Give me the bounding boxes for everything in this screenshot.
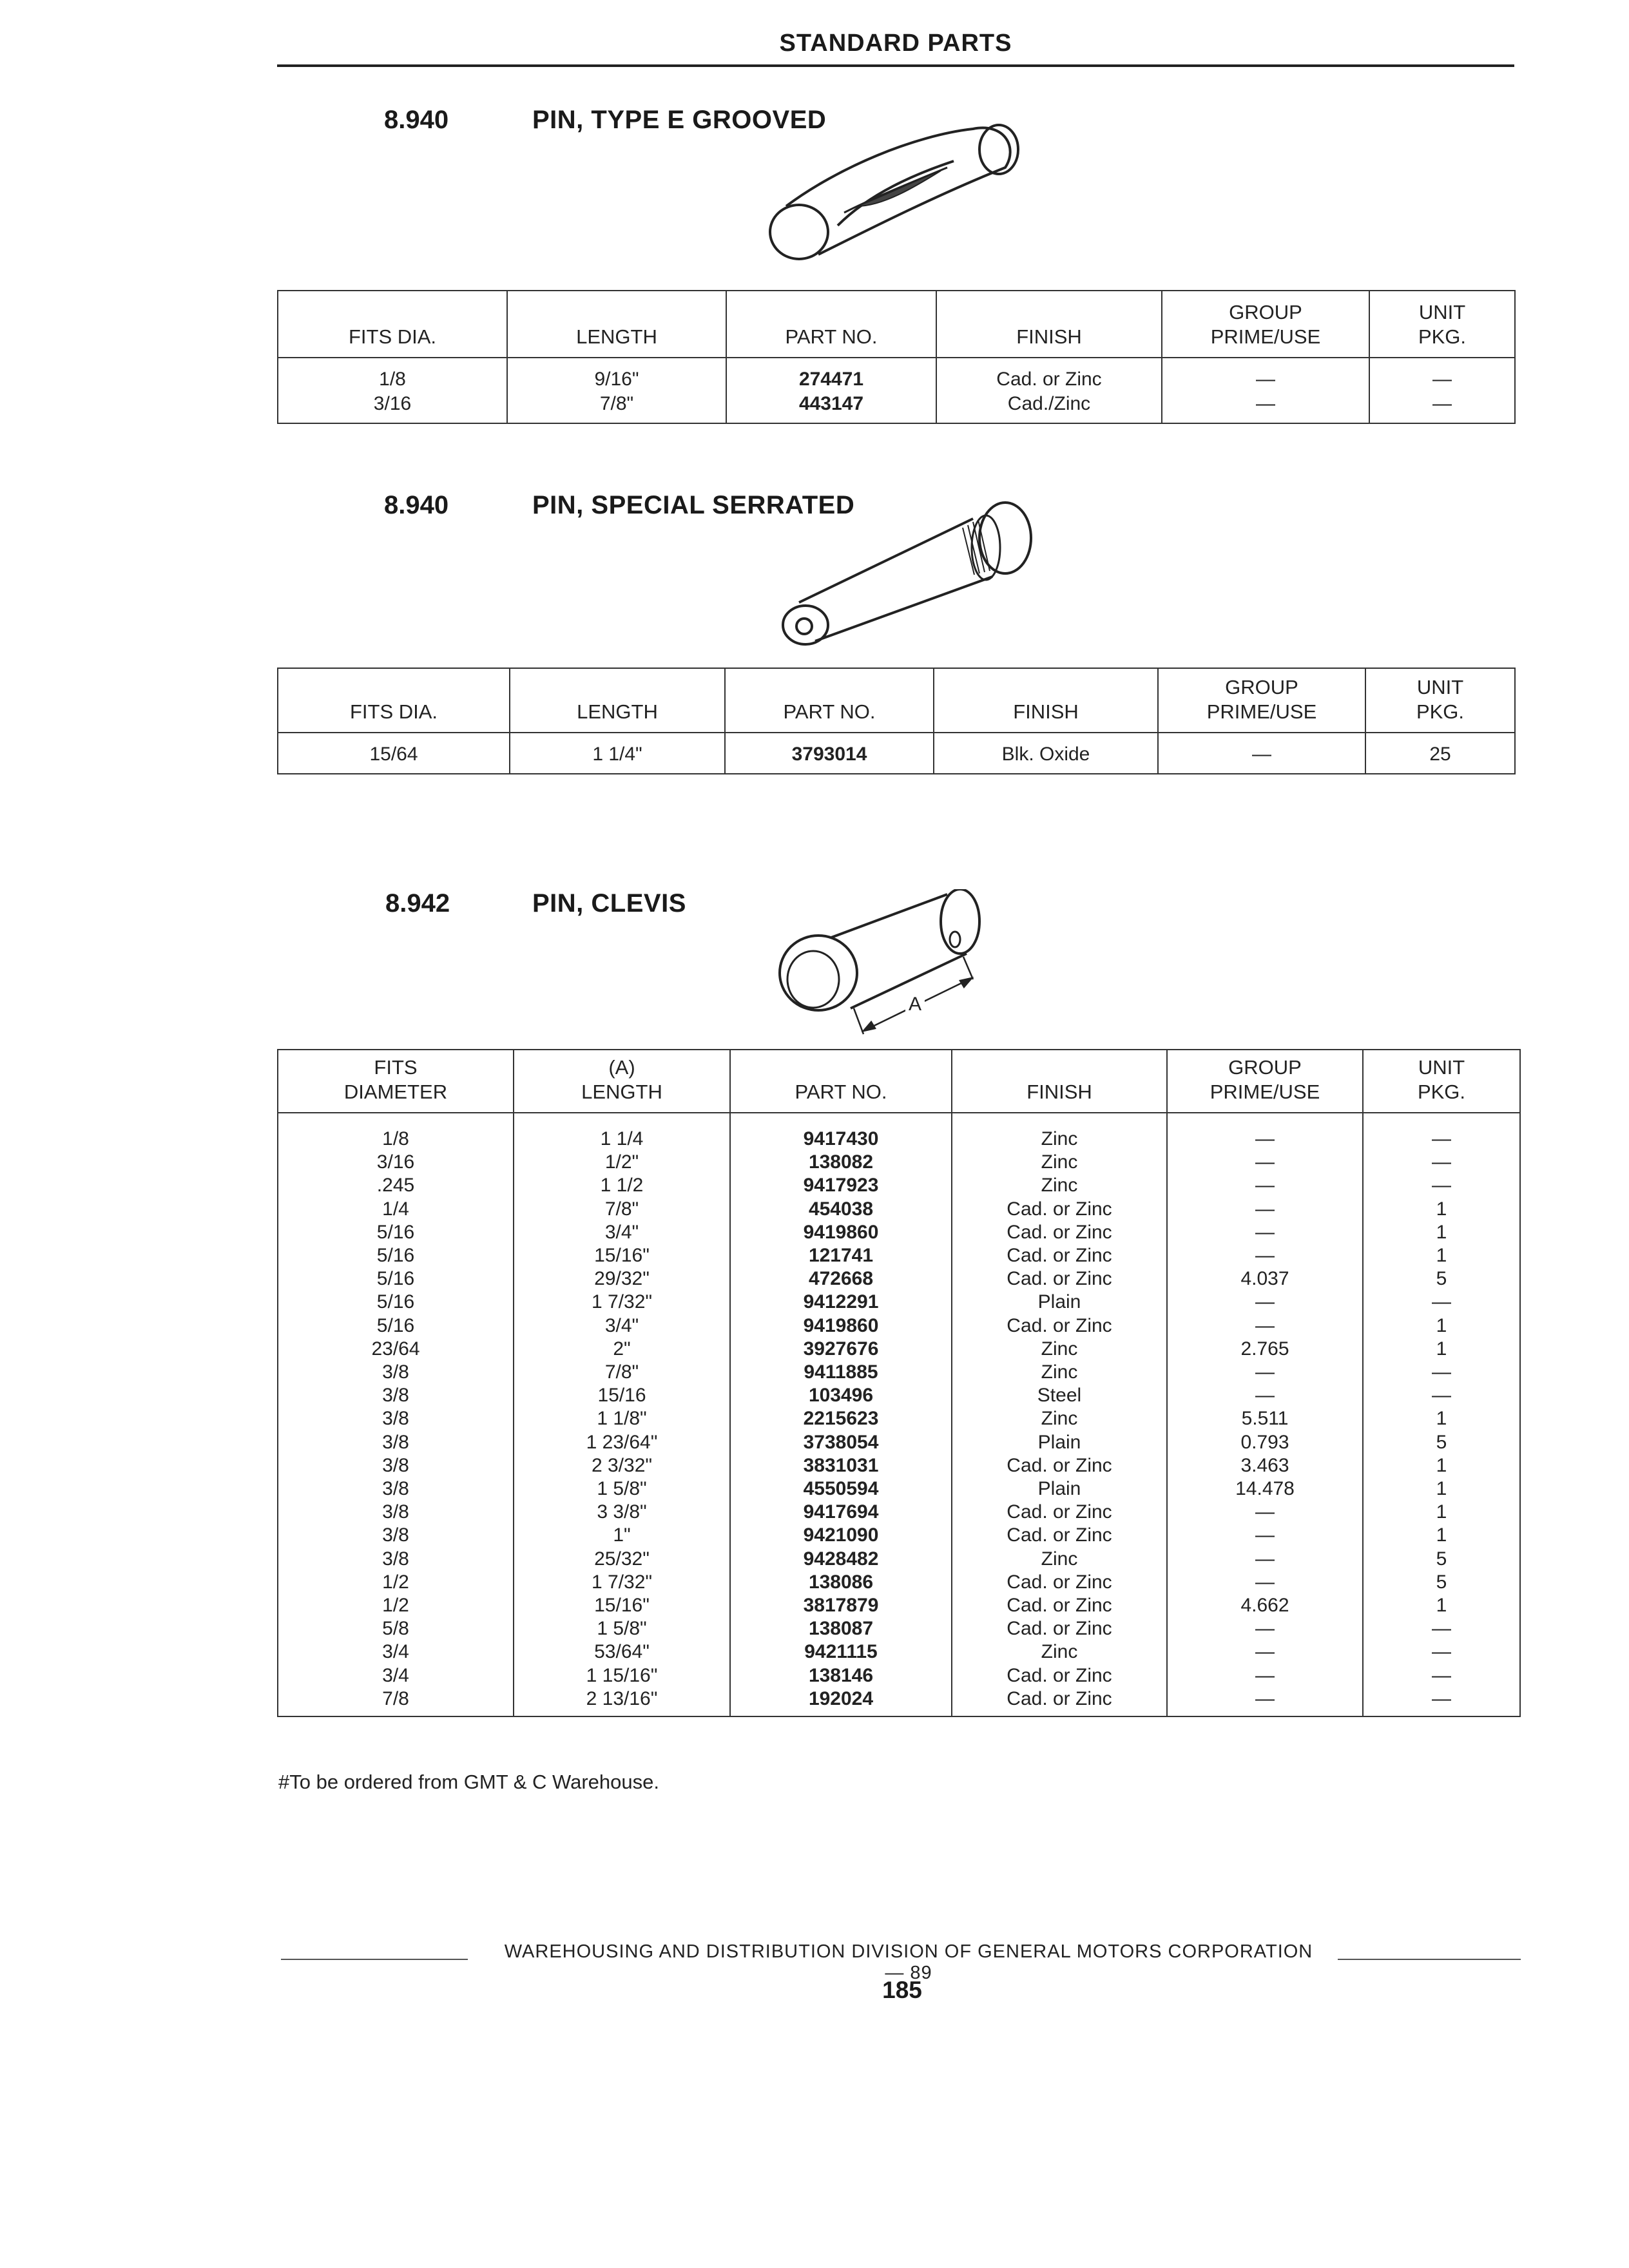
- table-cell: 454038: [730, 1198, 952, 1221]
- table-cell: —: [1167, 1664, 1363, 1687]
- table-row: [278, 1384, 1520, 1407]
- table-row: [278, 1113, 1520, 1151]
- table-cell: 1: [1363, 1454, 1520, 1477]
- table-cell: 5: [1363, 1548, 1520, 1571]
- footer-text: WAREHOUSING AND DISTRIBUTION DIVISION OF GENERAL MOTORS CORPORATION — 89: [504, 1941, 1313, 1983]
- table-cell: —: [1167, 1174, 1363, 1197]
- column-header: UNIT PKG.: [1369, 291, 1515, 358]
- table-cell: —: [1363, 1687, 1520, 1716]
- table-cell: 138086: [730, 1571, 952, 1594]
- table-row: [278, 1174, 1520, 1197]
- table-cell: 274471: [726, 358, 936, 392]
- table-cell: 3738054: [730, 1431, 952, 1454]
- table-row: [278, 1617, 1520, 1640]
- table-cell: —: [1167, 1524, 1363, 1547]
- column-header: LENGTH: [507, 291, 726, 358]
- table-cell: 7/8": [507, 392, 726, 423]
- table-cell: 2": [514, 1338, 730, 1361]
- table-cell: 5/16: [278, 1314, 514, 1338]
- table-cell: Cad./Zinc: [936, 392, 1162, 423]
- table-cell: 2.765: [1167, 1338, 1363, 1361]
- table-row: [278, 1640, 1520, 1664]
- table-cell: —: [1363, 1640, 1520, 1664]
- table-body: [278, 358, 1515, 423]
- section-title: PIN, CLEVIS: [532, 889, 686, 918]
- table-cell: Cad. or Zinc: [952, 1267, 1167, 1291]
- table-cell: Cad. or Zinc: [952, 1314, 1167, 1338]
- table-row: [278, 392, 1515, 423]
- table-cell: Cad. or Zinc: [952, 1594, 1167, 1617]
- grooved-pin-icon: [747, 116, 1025, 271]
- table-cell: 138082: [730, 1151, 952, 1174]
- table-cell: 9417430: [730, 1113, 952, 1151]
- table-body: [278, 1113, 1520, 1716]
- table-cell: —: [1369, 358, 1515, 392]
- table-cell: Cad. or Zinc: [952, 1501, 1167, 1524]
- serrated-pin-icon: [760, 490, 1037, 657]
- table-cell: 9/16": [507, 358, 726, 392]
- table-cell: —: [1167, 1617, 1363, 1640]
- table-cell: 3831031: [730, 1454, 952, 1477]
- table-cell: 9411885: [730, 1361, 952, 1384]
- table-row: [278, 1151, 1520, 1174]
- table-row: [278, 1198, 1520, 1221]
- table-cell: Plain: [952, 1431, 1167, 1454]
- table-cell: 2215623: [730, 1407, 952, 1430]
- table-cell: —: [1363, 1664, 1520, 1687]
- table-cell: 3/8: [278, 1548, 514, 1571]
- clevis-pin-icon: [767, 889, 999, 1044]
- table-cell: 3/8: [278, 1501, 514, 1524]
- table-cell: 3/8: [278, 1407, 514, 1430]
- header-rule: [277, 64, 1514, 67]
- table-cell: 3/4: [278, 1640, 514, 1664]
- table-cell: —: [1167, 1113, 1363, 1151]
- table-cell: 3793014: [725, 733, 934, 774]
- table-cell: 3 3/8": [514, 1501, 730, 1524]
- table-cell: —: [1167, 1687, 1363, 1716]
- table-cell: 29/32": [514, 1267, 730, 1291]
- table-cell: 1/4: [278, 1198, 514, 1221]
- table-cell: Cad. or Zinc: [952, 1687, 1167, 1716]
- table-row: [278, 1548, 1520, 1571]
- table-row: [278, 1594, 1520, 1617]
- column-header: UNIT PKG.: [1365, 668, 1515, 733]
- table-cell: 138087: [730, 1617, 952, 1640]
- table-cell: Zinc: [952, 1640, 1167, 1664]
- table-cell: 5.511: [1167, 1407, 1363, 1430]
- section-title: PIN, TYPE E GROOVED: [532, 106, 827, 134]
- table-row: [278, 1407, 1520, 1430]
- grooved-pin-table: [277, 290, 1516, 424]
- table-cell: —: [1167, 1291, 1363, 1314]
- table-cell: —: [1363, 1113, 1520, 1151]
- footnote: #To be ordered from GMT & C Warehouse.: [278, 1771, 659, 1793]
- table-cell: 4.037: [1167, 1267, 1363, 1291]
- table-cell: 3927676: [730, 1338, 952, 1361]
- table-cell: —: [1167, 1244, 1363, 1267]
- table-cell: —: [1162, 358, 1369, 392]
- table-cell: Zinc: [952, 1407, 1167, 1430]
- table-cell: 1: [1363, 1407, 1520, 1430]
- column-header: PART NO.: [730, 1050, 952, 1113]
- table-cell: 1: [1363, 1244, 1520, 1267]
- table-cell: 1: [1363, 1314, 1520, 1338]
- table-row: [278, 1431, 1520, 1454]
- column-header: GROUP PRIME/USE: [1167, 1050, 1363, 1113]
- table-cell: Zinc: [952, 1174, 1167, 1197]
- table-cell: —: [1167, 1361, 1363, 1384]
- table-cell: 472668: [730, 1267, 952, 1291]
- table-cell: 1/8: [278, 1113, 514, 1151]
- section-number: 8.940: [384, 491, 449, 519]
- table-cell: —: [1363, 1384, 1520, 1407]
- table-row: [278, 1524, 1520, 1547]
- table-cell: 4.662: [1167, 1594, 1363, 1617]
- table-cell: —: [1167, 1571, 1363, 1594]
- table-cell: Zinc: [952, 1113, 1167, 1151]
- footer-rule-left: [281, 1959, 468, 1960]
- table-cell: Plain: [952, 1477, 1167, 1501]
- table-cell: 5/8: [278, 1617, 514, 1640]
- table-cell: 5/16: [278, 1267, 514, 1291]
- table-cell: 5: [1363, 1431, 1520, 1454]
- table-cell: —: [1167, 1198, 1363, 1221]
- table-cell: 1: [1363, 1501, 1520, 1524]
- table-cell: Zinc: [952, 1548, 1167, 1571]
- table-cell: 14.478: [1167, 1477, 1363, 1501]
- table-cell: 1: [1363, 1198, 1520, 1221]
- table-row: [278, 1477, 1520, 1501]
- table-cell: 443147: [726, 392, 936, 423]
- page-number: 185: [882, 1977, 922, 2003]
- column-header: (A) LENGTH: [514, 1050, 730, 1113]
- table-cell: 9419860: [730, 1314, 952, 1338]
- table-cell: —: [1167, 1501, 1363, 1524]
- column-header: FITS DIAMETER: [278, 1050, 514, 1113]
- serrated-pin-table: [277, 668, 1516, 774]
- table-cell: .245: [278, 1174, 514, 1197]
- dimension-label: A: [908, 994, 922, 1015]
- table-cell: 1/2: [278, 1594, 514, 1617]
- table-cell: —: [1167, 1548, 1363, 1571]
- table-cell: 1: [1363, 1221, 1520, 1244]
- table-cell: 9421115: [730, 1640, 952, 1664]
- table-cell: 3/16: [278, 1151, 514, 1174]
- table-cell: —: [1167, 1640, 1363, 1664]
- table-cell: Zinc: [952, 1151, 1167, 1174]
- table-row: [278, 1314, 1520, 1338]
- table-row: [278, 1501, 1520, 1524]
- table-row: [278, 1267, 1520, 1291]
- table-cell: 1/2": [514, 1151, 730, 1174]
- table-cell: 5: [1363, 1267, 1520, 1291]
- table-cell: 138146: [730, 1664, 952, 1687]
- table-cell: 1/8: [278, 358, 507, 392]
- section-number: 8.942: [385, 889, 450, 918]
- table-header-row: [278, 291, 1515, 358]
- table-cell: 9412291: [730, 1291, 952, 1314]
- table-cell: —: [1167, 1151, 1363, 1174]
- table-cell: 1 5/8": [514, 1617, 730, 1640]
- table-cell: 15/16": [514, 1244, 730, 1267]
- column-header: PART NO.: [726, 291, 936, 358]
- table-cell: Steel: [952, 1384, 1167, 1407]
- table-cell: Cad. or Zinc: [952, 1664, 1167, 1687]
- table-cell: 5/16: [278, 1221, 514, 1244]
- table-cell: 3.463: [1167, 1454, 1363, 1477]
- table-cell: —: [1167, 1221, 1363, 1244]
- table-row: [278, 1687, 1520, 1716]
- table-cell: 3/8: [278, 1361, 514, 1384]
- table-cell: Cad. or Zinc: [936, 358, 1162, 392]
- table-cell: Cad. or Zinc: [952, 1617, 1167, 1640]
- table-cell: 9421090: [730, 1524, 952, 1547]
- table-cell: Cad. or Zinc: [952, 1454, 1167, 1477]
- column-header: FITS DIA.: [278, 668, 510, 733]
- table-cell: 23/64: [278, 1338, 514, 1361]
- table-cell: 3/4: [278, 1664, 514, 1687]
- table-cell: 25/32": [514, 1548, 730, 1571]
- table-row: [278, 1361, 1520, 1384]
- table-row: [278, 1571, 1520, 1594]
- table-cell: 7/8: [278, 1687, 514, 1716]
- table-cell: —: [1363, 1617, 1520, 1640]
- table-cell: Cad. or Zinc: [952, 1244, 1167, 1267]
- table-cell: 1 23/64": [514, 1431, 730, 1454]
- section-title: PIN, SPECIAL SERRATED: [532, 491, 855, 519]
- table-cell: 1 5/8": [514, 1477, 730, 1501]
- table-cell: 3/4": [514, 1314, 730, 1338]
- table-cell: 5: [1363, 1571, 1520, 1594]
- table-cell: Blk. Oxide: [934, 733, 1158, 774]
- table-cell: 1: [1363, 1477, 1520, 1501]
- footer-rule-right: [1338, 1959, 1521, 1960]
- column-header: FINISH: [936, 291, 1162, 358]
- table-cell: 3/8: [278, 1454, 514, 1477]
- table-cell: 9417694: [730, 1501, 952, 1524]
- column-header: GROUP PRIME/USE: [1162, 291, 1369, 358]
- table-cell: 7/8": [514, 1361, 730, 1384]
- table-cell: 0.793: [1167, 1431, 1363, 1454]
- table-cell: 9417923: [730, 1174, 952, 1197]
- table-row: [278, 358, 1515, 392]
- table-cell: 15/64: [278, 733, 510, 774]
- table-body: [278, 733, 1515, 774]
- table-cell: 25: [1365, 733, 1515, 774]
- column-header: FITS DIA.: [278, 291, 507, 358]
- table-cell: Cad. or Zinc: [952, 1524, 1167, 1547]
- table-cell: 1: [1363, 1338, 1520, 1361]
- table-cell: 15/16: [514, 1384, 730, 1407]
- column-header: FINISH: [952, 1050, 1167, 1113]
- column-header: UNIT PKG.: [1363, 1050, 1520, 1113]
- table-cell: Plain: [952, 1291, 1167, 1314]
- table-cell: —: [1162, 392, 1369, 423]
- column-header: GROUP PRIME/USE: [1158, 668, 1365, 733]
- column-header: LENGTH: [510, 668, 725, 733]
- page-header: STANDARD PARTS: [779, 30, 1012, 57]
- table-cell: —: [1158, 733, 1365, 774]
- column-header: PART NO.: [725, 668, 934, 733]
- table-cell: 1 1/4": [510, 733, 725, 774]
- table-cell: Zinc: [952, 1338, 1167, 1361]
- table-cell: 3/4": [514, 1221, 730, 1244]
- column-header: FINISH: [934, 668, 1158, 733]
- table-cell: 9428482: [730, 1548, 952, 1571]
- table-cell: —: [1369, 392, 1515, 423]
- table-cell: 3817879: [730, 1594, 952, 1617]
- table-row: [278, 1454, 1520, 1477]
- table-row: [278, 1338, 1520, 1361]
- table-cell: 53/64": [514, 1640, 730, 1664]
- table-cell: 1 15/16": [514, 1664, 730, 1687]
- table-cell: 1 7/32": [514, 1291, 730, 1314]
- table-row: [278, 1221, 1520, 1244]
- table-cell: Cad. or Zinc: [952, 1571, 1167, 1594]
- table-cell: 3/8: [278, 1384, 514, 1407]
- table-cell: 1: [1363, 1594, 1520, 1617]
- table-cell: 3/8: [278, 1431, 514, 1454]
- table-row: [278, 1664, 1520, 1687]
- table-cell: 3/16: [278, 392, 507, 423]
- table-cell: —: [1363, 1291, 1520, 1314]
- table-cell: 3/8: [278, 1477, 514, 1501]
- table-cell: —: [1363, 1151, 1520, 1174]
- table-cell: 1 1/8": [514, 1407, 730, 1430]
- table-cell: Cad. or Zinc: [952, 1221, 1167, 1244]
- table-cell: 121741: [730, 1244, 952, 1267]
- table-cell: 1 1/4: [514, 1113, 730, 1151]
- table-cell: 1": [514, 1524, 730, 1547]
- table-cell: 2 3/32": [514, 1454, 730, 1477]
- table-cell: 2 13/16": [514, 1687, 730, 1716]
- table-cell: —: [1167, 1384, 1363, 1407]
- table-cell: 103496: [730, 1384, 952, 1407]
- table-cell: 4550594: [730, 1477, 952, 1501]
- table-cell: 192024: [730, 1687, 952, 1716]
- table-cell: 7/8": [514, 1198, 730, 1221]
- table-cell: 9419860: [730, 1221, 952, 1244]
- table-cell: 5/16: [278, 1244, 514, 1267]
- table-cell: 1 7/32": [514, 1571, 730, 1594]
- table-cell: Cad. or Zinc: [952, 1198, 1167, 1221]
- table-cell: 15/16": [514, 1594, 730, 1617]
- table-cell: 1 1/2: [514, 1174, 730, 1197]
- table-header-row: [278, 668, 1515, 733]
- table-row: [278, 733, 1515, 774]
- table-cell: Zinc: [952, 1361, 1167, 1384]
- section-number: 8.940: [384, 106, 449, 134]
- clevis-pin-table: [277, 1049, 1521, 1717]
- table-cell: —: [1363, 1361, 1520, 1384]
- table-header-row: [278, 1050, 1520, 1113]
- table-row: [278, 1291, 1520, 1314]
- table-cell: 3/8: [278, 1524, 514, 1547]
- table-cell: 5/16: [278, 1291, 514, 1314]
- table-row: [278, 1244, 1520, 1267]
- table-cell: 1: [1363, 1524, 1520, 1547]
- table-cell: 1/2: [278, 1571, 514, 1594]
- table-cell: —: [1167, 1314, 1363, 1338]
- table-cell: —: [1363, 1174, 1520, 1197]
